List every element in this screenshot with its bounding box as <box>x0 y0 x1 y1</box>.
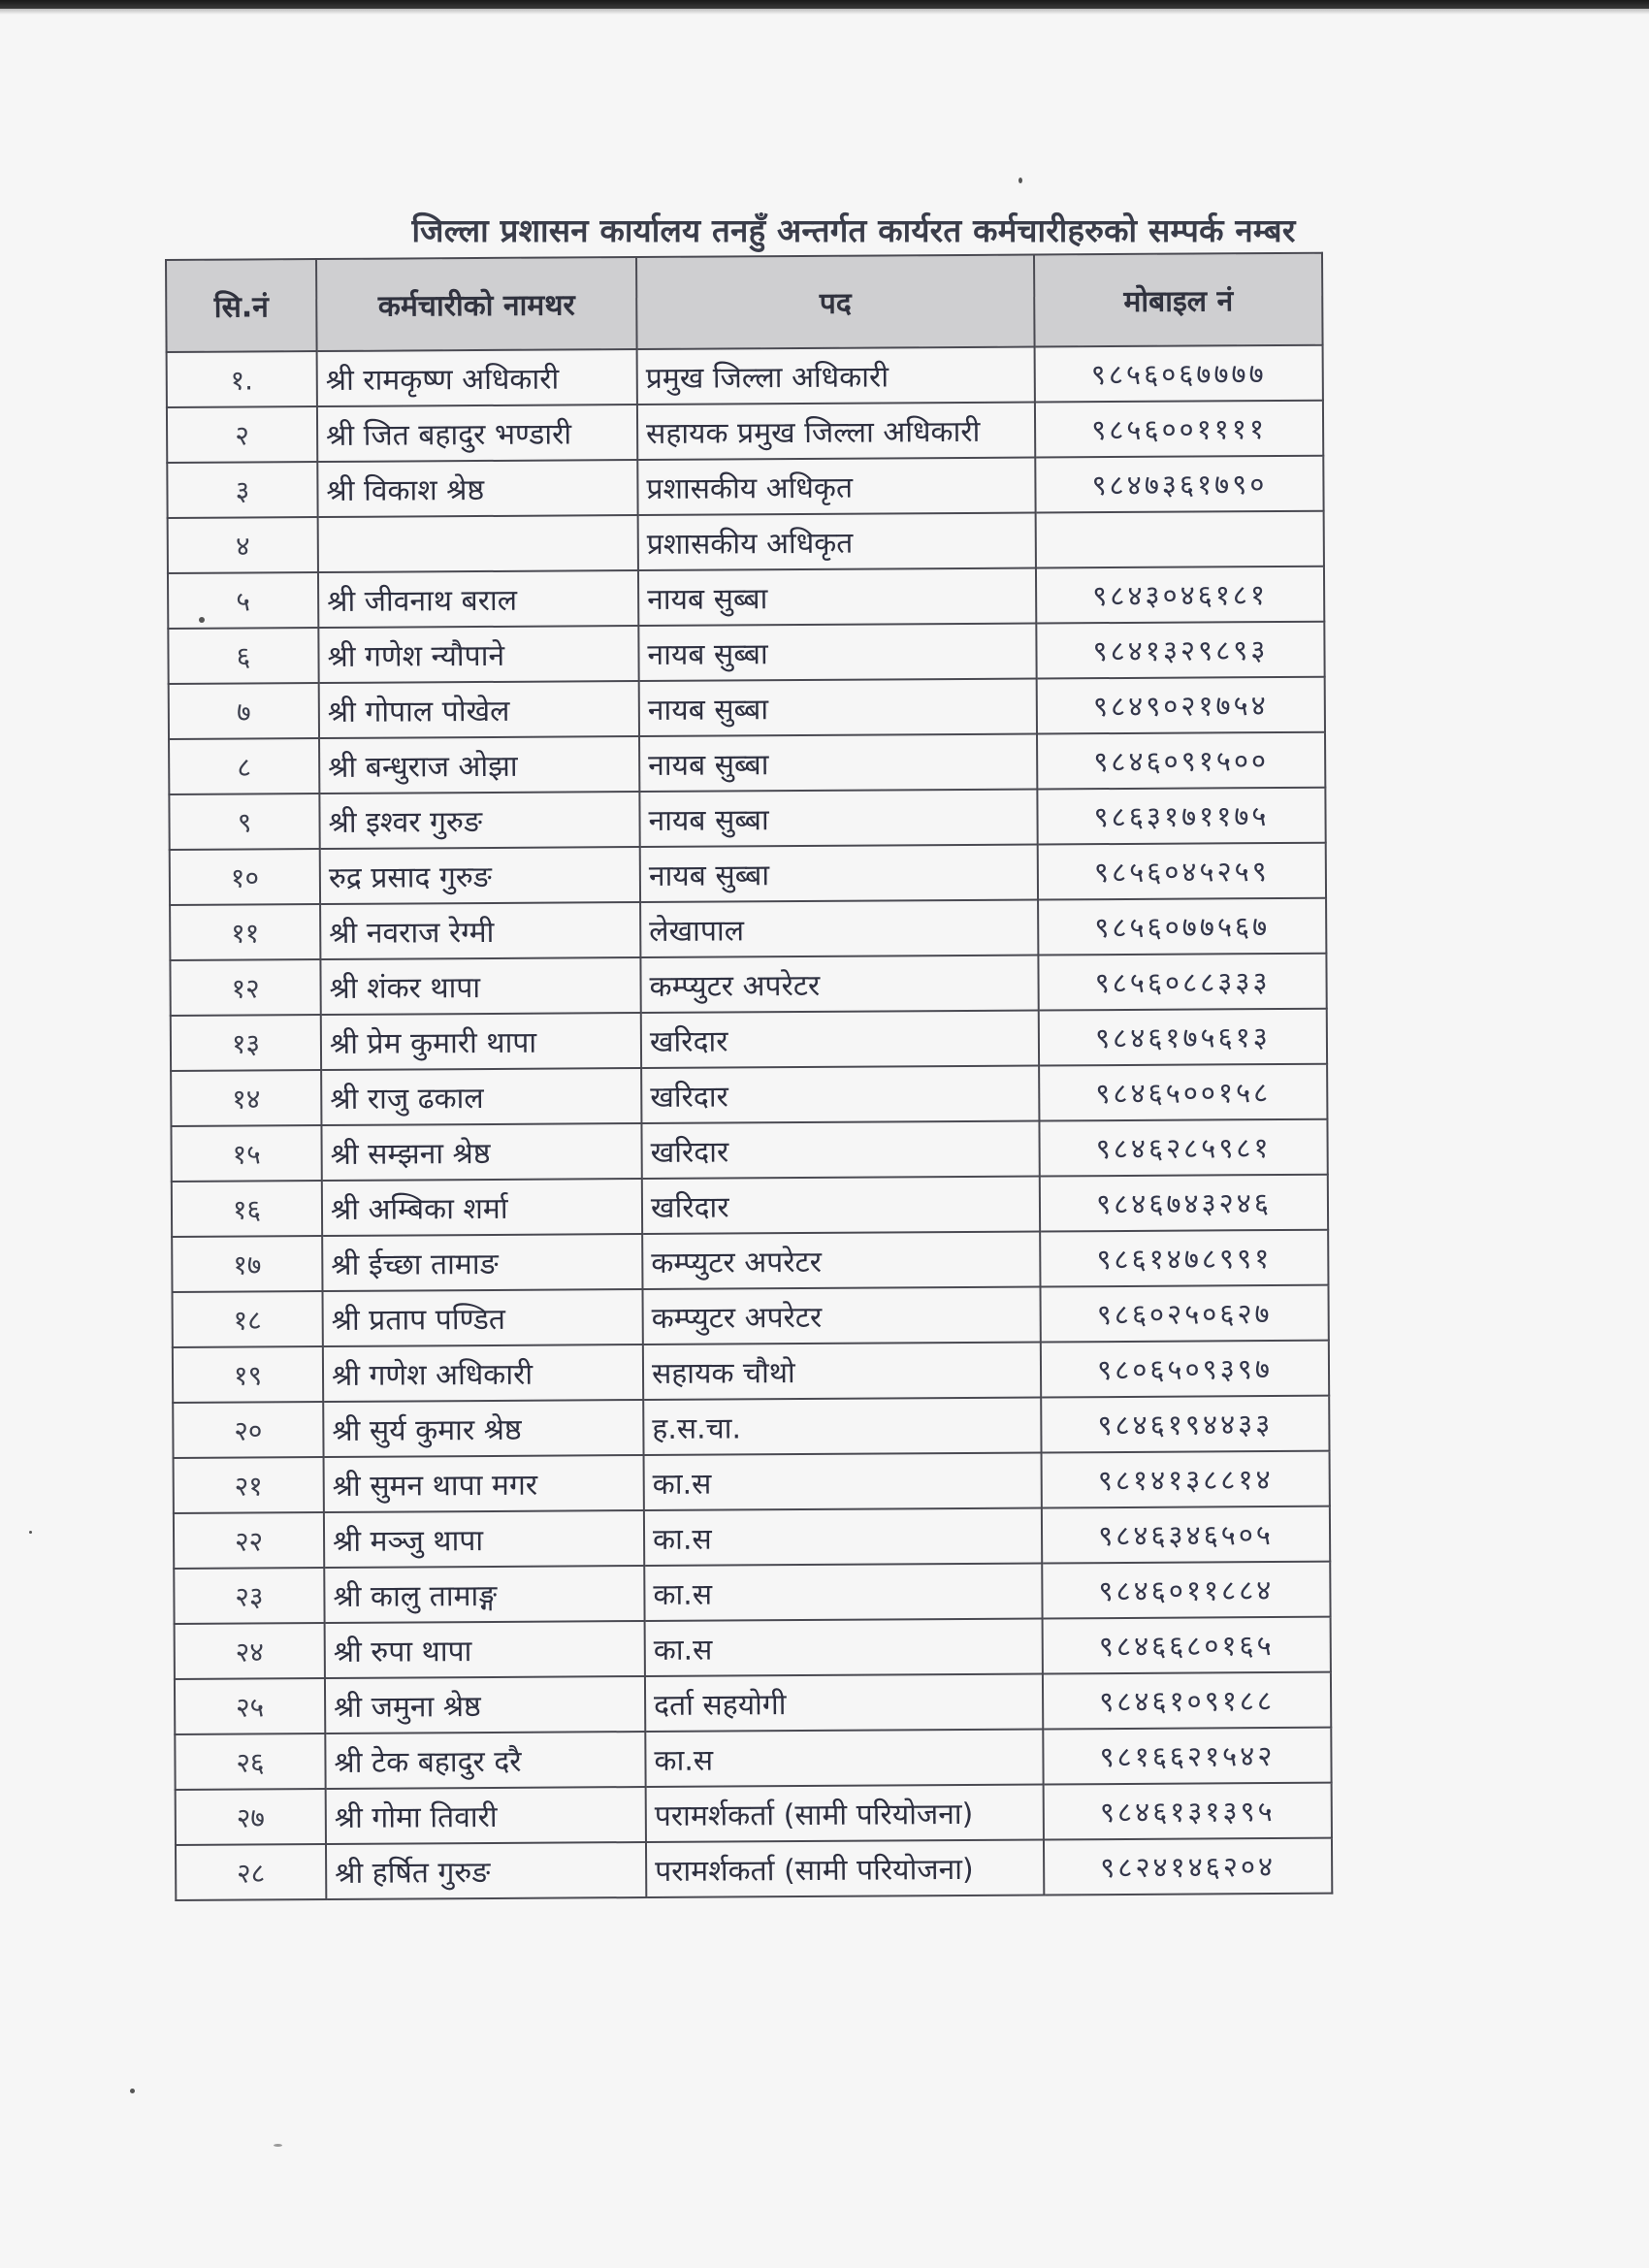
mobile-cell: ९८०६५०९३९७ <box>1041 1341 1329 1398</box>
mobile-cell: ९८४१३२९८९३ <box>1036 622 1324 679</box>
serial-cell: १० <box>170 849 320 905</box>
serial-cell: १७ <box>172 1236 322 1292</box>
table-row <box>175 1728 1331 1790</box>
name-cell: श्री गोमा तिवारी <box>326 1787 646 1844</box>
scan-speck <box>130 2089 135 2093</box>
table-row <box>168 511 1324 573</box>
name-cell: श्री रुपा थापा <box>325 1621 645 1678</box>
mobile-cell <box>1036 511 1324 568</box>
serial-cell: ४ <box>168 517 318 573</box>
serial-cell: ६ <box>168 628 318 684</box>
table-row <box>169 732 1325 794</box>
post-cell: परामर्शकर्ता (सामी परियोजना) <box>646 1839 1044 1897</box>
document-title: जिल्ला प्रशासन कार्यालय तनहुँ अन्तर्गत कार्यरत कर्मचारीहरुको सम्पर्क नम्बर <box>411 211 1296 249</box>
mobile-cell: ९८६३१७११७५ <box>1037 788 1325 845</box>
post-cell: ह.स.चा. <box>643 1398 1041 1456</box>
mobile-cell: ९८५६०४५२५९ <box>1038 843 1326 900</box>
scan-top-shadow <box>0 9 1649 15</box>
post-cell: प्रशासकीय अधिकृत <box>638 513 1036 571</box>
mobile-cell: ९८४३०४६१८१ <box>1036 567 1324 624</box>
post-cell: नायब सुब्बा <box>639 679 1037 737</box>
contacts-table <box>165 252 1333 1901</box>
table-row <box>173 1396 1329 1458</box>
mobile-cell: ९८४६१०९१८८ <box>1043 1672 1331 1730</box>
name-cell: श्री सुमन थापा मगर <box>324 1455 644 1512</box>
name-cell: श्री ईच्छा तामाङ <box>322 1234 642 1291</box>
mobile-cell: ९८४७३६१७९० <box>1035 456 1323 513</box>
post-cell: सहायक चौथो <box>643 1343 1041 1401</box>
mobile-cell: ९८४६१७५६१३ <box>1039 1009 1327 1066</box>
mobile-cell: ९८४६२८५९८१ <box>1039 1119 1327 1177</box>
serial-cell: १६ <box>172 1181 322 1237</box>
serial-cell: १८ <box>173 1291 323 1347</box>
name-cell: श्री अम्बिका शर्मा <box>322 1179 642 1236</box>
name-cell: श्री गणेश अधिकारी <box>323 1345 643 1402</box>
serial-cell: २७ <box>176 1789 326 1845</box>
serial-cell: ७ <box>169 683 319 739</box>
mobile-cell: ९८४६१३१३९५ <box>1044 1783 1332 1840</box>
post-cell: नायब सुब्बा <box>639 734 1037 793</box>
table-row <box>176 1838 1332 1900</box>
post-cell: नायब सुब्बा <box>638 568 1036 627</box>
serial-cell: १. <box>167 351 317 407</box>
name-cell: श्री राजु ढकाल <box>321 1068 641 1125</box>
mobile-cell: ९८५६०८८३३३ <box>1038 954 1326 1011</box>
name-cell: श्री मञ्जु थापा <box>324 1510 644 1568</box>
serial-cell: २० <box>173 1402 323 1458</box>
header-serial: सि.नं <box>166 259 317 352</box>
scan-speck <box>199 617 205 623</box>
post-cell: का.स <box>644 1453 1042 1511</box>
table-row <box>176 1783 1332 1845</box>
name-cell: श्री प्रताप पण्डित <box>323 1289 643 1346</box>
post-cell: कम्प्युटर अपरेटर <box>642 1287 1040 1345</box>
name-cell <box>318 515 638 572</box>
table-row <box>175 1617 1331 1679</box>
table-row <box>173 1285 1329 1347</box>
name-cell: श्री रामकृष्ण अधिकारी <box>317 349 637 406</box>
table-row <box>170 898 1326 960</box>
serial-cell: २४ <box>175 1623 325 1679</box>
scan-speck <box>274 2144 282 2147</box>
serial-cell: ९ <box>169 794 319 850</box>
name-cell: श्री विकाश श्रेष्ठ <box>317 460 637 517</box>
serial-cell: १४ <box>171 1070 321 1126</box>
header-name: कर्मचारीको नामथर <box>316 257 637 351</box>
serial-cell: ३ <box>167 462 317 518</box>
mobile-cell: ९८४६५००१५८ <box>1039 1064 1327 1121</box>
mobile-cell: ९८६१४७८९९१ <box>1040 1230 1328 1287</box>
table-row <box>172 1230 1328 1292</box>
serial-cell: १५ <box>171 1125 321 1182</box>
name-cell: श्री हर्षित गुरुङ <box>326 1842 646 1899</box>
serial-cell: २ <box>167 406 317 463</box>
post-cell: खरिदार <box>641 1121 1039 1180</box>
table-row <box>173 1341 1329 1403</box>
mobile-cell: ९८१६६२१५४२ <box>1043 1728 1331 1785</box>
mobile-cell: ९८५६०६७७७७ <box>1035 345 1323 403</box>
serial-cell: १३ <box>171 1015 321 1071</box>
table-header-row <box>166 253 1323 352</box>
post-cell: का.स <box>645 1729 1043 1787</box>
name-cell: श्री सम्झना श्रेष्ठ <box>321 1123 641 1181</box>
table-row <box>174 1507 1330 1569</box>
post-cell: खरिदार <box>641 1066 1039 1124</box>
post-cell: नायब सुब्बा <box>640 845 1038 903</box>
serial-cell: ५ <box>168 572 318 629</box>
table-row <box>170 954 1326 1016</box>
serial-cell: ८ <box>169 738 319 794</box>
name-cell: रुद्र प्रसाद गुरुङ <box>320 847 640 904</box>
scan-speck <box>29 1531 32 1534</box>
post-cell: नायब सुब्बा <box>639 790 1037 848</box>
header-mobile: मोबाइल नं <box>1034 253 1323 347</box>
name-cell: श्री कालु तामाङ्ग <box>324 1566 644 1623</box>
post-cell: का.स <box>644 1564 1042 1622</box>
mobile-cell: ९८६०२५०६२७ <box>1040 1285 1328 1343</box>
mobile-cell: ९८१४१३८८१४ <box>1042 1451 1330 1508</box>
name-cell: श्री सुर्य कुमार श्रेष्ठ <box>323 1400 643 1457</box>
table-row <box>167 456 1323 518</box>
mobile-cell: ९८४६३४६५०५ <box>1042 1507 1330 1564</box>
table-row <box>171 1119 1327 1182</box>
header-post: पद <box>636 255 1035 350</box>
serial-cell: १९ <box>173 1346 323 1403</box>
name-cell: श्री इश्वर गुरुङ <box>319 792 639 849</box>
scan-speck <box>1018 178 1022 183</box>
table-row <box>167 401 1323 463</box>
serial-cell: २२ <box>174 1512 324 1569</box>
serial-cell: १२ <box>170 959 320 1016</box>
mobile-cell: ९८४६७४३२४६ <box>1040 1175 1328 1232</box>
post-cell: नायब सुब्बा <box>638 624 1036 682</box>
name-cell: श्री जित बहादुर भण्डारी <box>317 405 637 462</box>
table-row <box>168 567 1324 629</box>
mobile-cell: ९८४६०११८८४ <box>1042 1562 1330 1619</box>
mobile-cell: ९८५६००११११ <box>1035 401 1323 458</box>
mobile-cell: ९८४६६८०१६५ <box>1043 1617 1331 1674</box>
serial-cell: २६ <box>175 1733 325 1790</box>
post-cell: दर्ता सहयोगी <box>645 1673 1043 1732</box>
table-row <box>169 788 1325 850</box>
post-cell: प्रशासकीय अधिकृत <box>637 458 1035 516</box>
serial-cell: २८ <box>176 1844 326 1900</box>
table-body <box>167 345 1333 1900</box>
name-cell: श्री जमुना श्रेष्ठ <box>325 1676 645 1733</box>
serial-cell: २१ <box>174 1457 324 1513</box>
table-row <box>174 1451 1330 1513</box>
table-row <box>171 1009 1327 1071</box>
mobile-cell: ९८२४१४६२०४ <box>1044 1838 1332 1895</box>
post-cell: खरिदार <box>642 1177 1040 1235</box>
name-cell: श्री गोपाल पोखेल <box>319 681 639 738</box>
post-cell: प्रमुख जिल्ला अधिकारी <box>637 347 1035 405</box>
name-cell: श्री टेक बहादुर दरै <box>325 1732 645 1789</box>
serial-cell: २३ <box>174 1568 324 1624</box>
name-cell: श्री गणेश न्यौपाने <box>318 626 638 683</box>
name-cell: श्री नवराज रेग्मी <box>320 902 640 959</box>
post-cell: लेखापाल <box>640 900 1038 958</box>
mobile-cell: ९८४६१९४४३३ <box>1041 1396 1329 1453</box>
name-cell: श्री बन्धुराज ओझा <box>319 736 639 794</box>
serial-cell: २५ <box>175 1678 325 1734</box>
name-cell: श्री प्रेम कुमारी थापा <box>321 1013 641 1070</box>
table-row <box>169 677 1325 739</box>
post-cell: खरिदार <box>641 1011 1039 1069</box>
table-row <box>174 1562 1330 1624</box>
mobile-cell: ९८४६०९१५०० <box>1037 732 1325 790</box>
post-cell: का.स <box>645 1619 1043 1677</box>
post-cell: कम्प्युटर अपरेटर <box>640 956 1038 1014</box>
table-row <box>167 345 1323 407</box>
post-cell: का.स <box>644 1508 1042 1567</box>
serial-cell: ११ <box>170 904 320 960</box>
post-cell: सहायक प्रमुख जिल्ला अधिकारी <box>637 403 1035 461</box>
post-cell: कम्प्युटर अपरेटर <box>642 1232 1040 1290</box>
table-row <box>175 1672 1331 1734</box>
scan-top-edge <box>0 0 1649 9</box>
name-cell: श्री जीवनाथ बराल <box>318 570 638 628</box>
table-row <box>168 622 1324 684</box>
table-row <box>172 1175 1328 1237</box>
table-row <box>170 843 1326 905</box>
name-cell: श्री शंकर थापा <box>320 957 640 1015</box>
table-row <box>171 1064 1327 1126</box>
mobile-cell: ९८४९०२१७५४ <box>1037 677 1325 734</box>
post-cell: परामर्शकर्ता (सामी परियोजना) <box>646 1784 1044 1842</box>
mobile-cell: ९८५६०७७५६७ <box>1038 898 1326 956</box>
